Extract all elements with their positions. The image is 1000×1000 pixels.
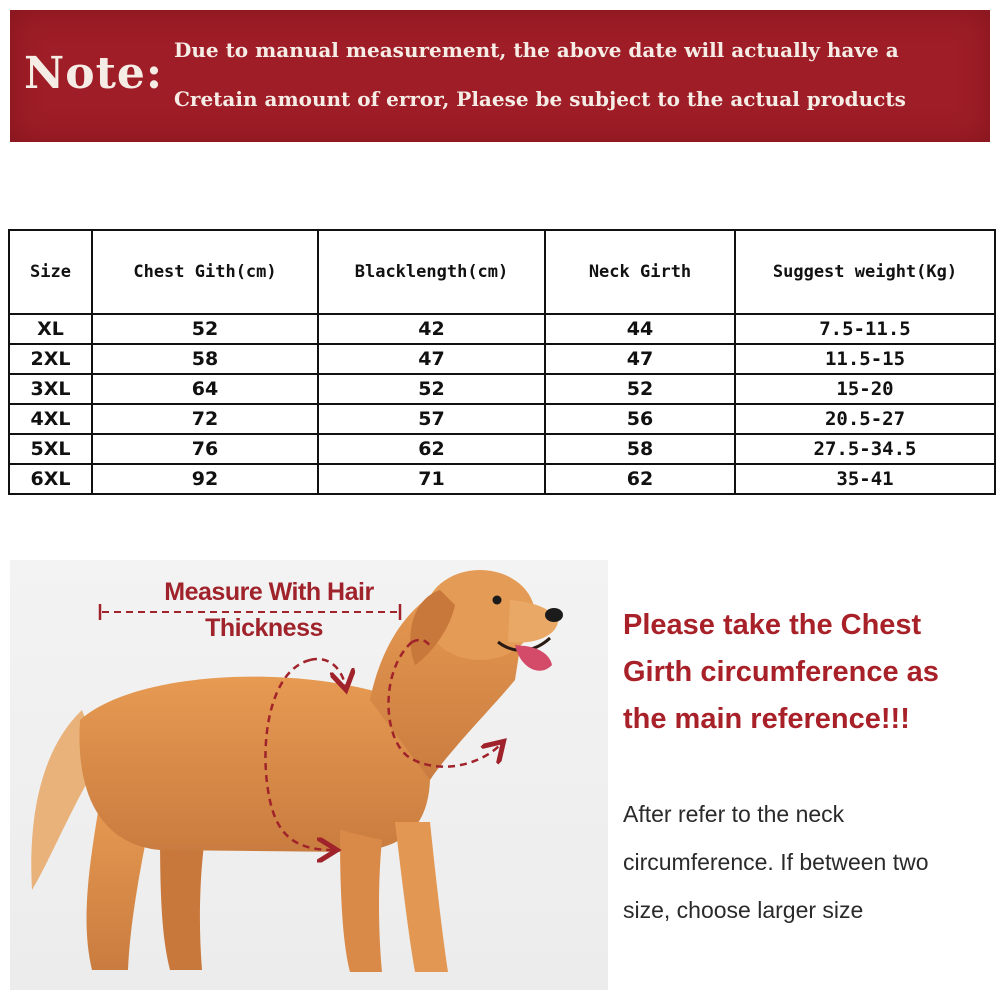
header-back-length: Blacklength(cm) (318, 230, 545, 314)
cell-neck: 56 (545, 404, 735, 434)
cell-chest: 52 (92, 314, 318, 344)
heading-line: Please take the Chest (623, 609, 922, 641)
table-row (9, 344, 995, 374)
note-text-line-1: Due to manual measurement, the above date will actually have a (174, 38, 899, 62)
neck-reference-text (623, 790, 993, 934)
cell-chest: 92 (92, 464, 318, 494)
cell-weight: 35-41 (735, 464, 995, 494)
cell-weight: 7.5-11.5 (735, 314, 995, 344)
dog-measurement-illustration (10, 560, 608, 990)
cell-chest: 72 (92, 404, 318, 434)
cell-size: 2XL (9, 344, 92, 374)
note-banner (10, 10, 990, 142)
body-line: size, choose larger size (623, 897, 864, 923)
cell-size: 5XL (9, 434, 92, 464)
size-chart-table (8, 229, 996, 495)
cell-neck: 47 (545, 344, 735, 374)
cell-length: 52 (318, 374, 545, 404)
body-line: After refer to the neck (623, 801, 845, 827)
cell-weight: 20.5-27 (735, 404, 995, 434)
chest-reference-heading (623, 602, 993, 743)
cell-length: 42 (318, 314, 545, 344)
table-header-row (9, 230, 995, 314)
thickness-label: Thickness (205, 614, 323, 642)
cell-length: 71 (318, 464, 545, 494)
cell-neck: 44 (545, 314, 735, 344)
header-chest-girth: Chest Gith(cm) (92, 230, 318, 314)
cell-chest: 76 (92, 434, 318, 464)
cell-length: 57 (318, 404, 545, 434)
cell-chest: 64 (92, 374, 318, 404)
header-suggest-weight: Suggest weight(Kg) (735, 230, 995, 314)
heading-line: Girth circumference as (623, 656, 939, 688)
dog-front-leg (340, 830, 382, 972)
cell-size: 4XL (9, 404, 92, 434)
dog-tongue (515, 645, 552, 671)
cell-neck: 52 (545, 374, 735, 404)
table-row (9, 464, 995, 494)
measure-with-hair-label: Measure With Hair (164, 578, 374, 606)
table-row (9, 404, 995, 434)
cell-length: 47 (318, 344, 545, 374)
cell-weight: 11.5-15 (735, 344, 995, 374)
cell-neck: 58 (545, 434, 735, 464)
header-neck-girth: Neck Girth (545, 230, 735, 314)
cell-length: 62 (318, 434, 545, 464)
table-row (9, 314, 995, 344)
cell-chest: 58 (92, 344, 318, 374)
cell-size: 3XL (9, 374, 92, 404)
body-line: circumference. If between two (623, 849, 929, 875)
cell-size: 6XL (9, 464, 92, 494)
cell-size: XL (9, 314, 92, 344)
cell-weight: 15-20 (735, 374, 995, 404)
heading-line: the main reference!!! (623, 703, 910, 735)
table-row (9, 374, 995, 404)
header-size: Size (9, 230, 92, 314)
note-label: Note: (24, 48, 164, 99)
cell-neck: 62 (545, 464, 735, 494)
table-row (9, 434, 995, 464)
cell-weight: 27.5-34.5 (735, 434, 995, 464)
note-text-line-2: Cretain amount of error, Plaese be subject to the actual products (174, 87, 906, 111)
